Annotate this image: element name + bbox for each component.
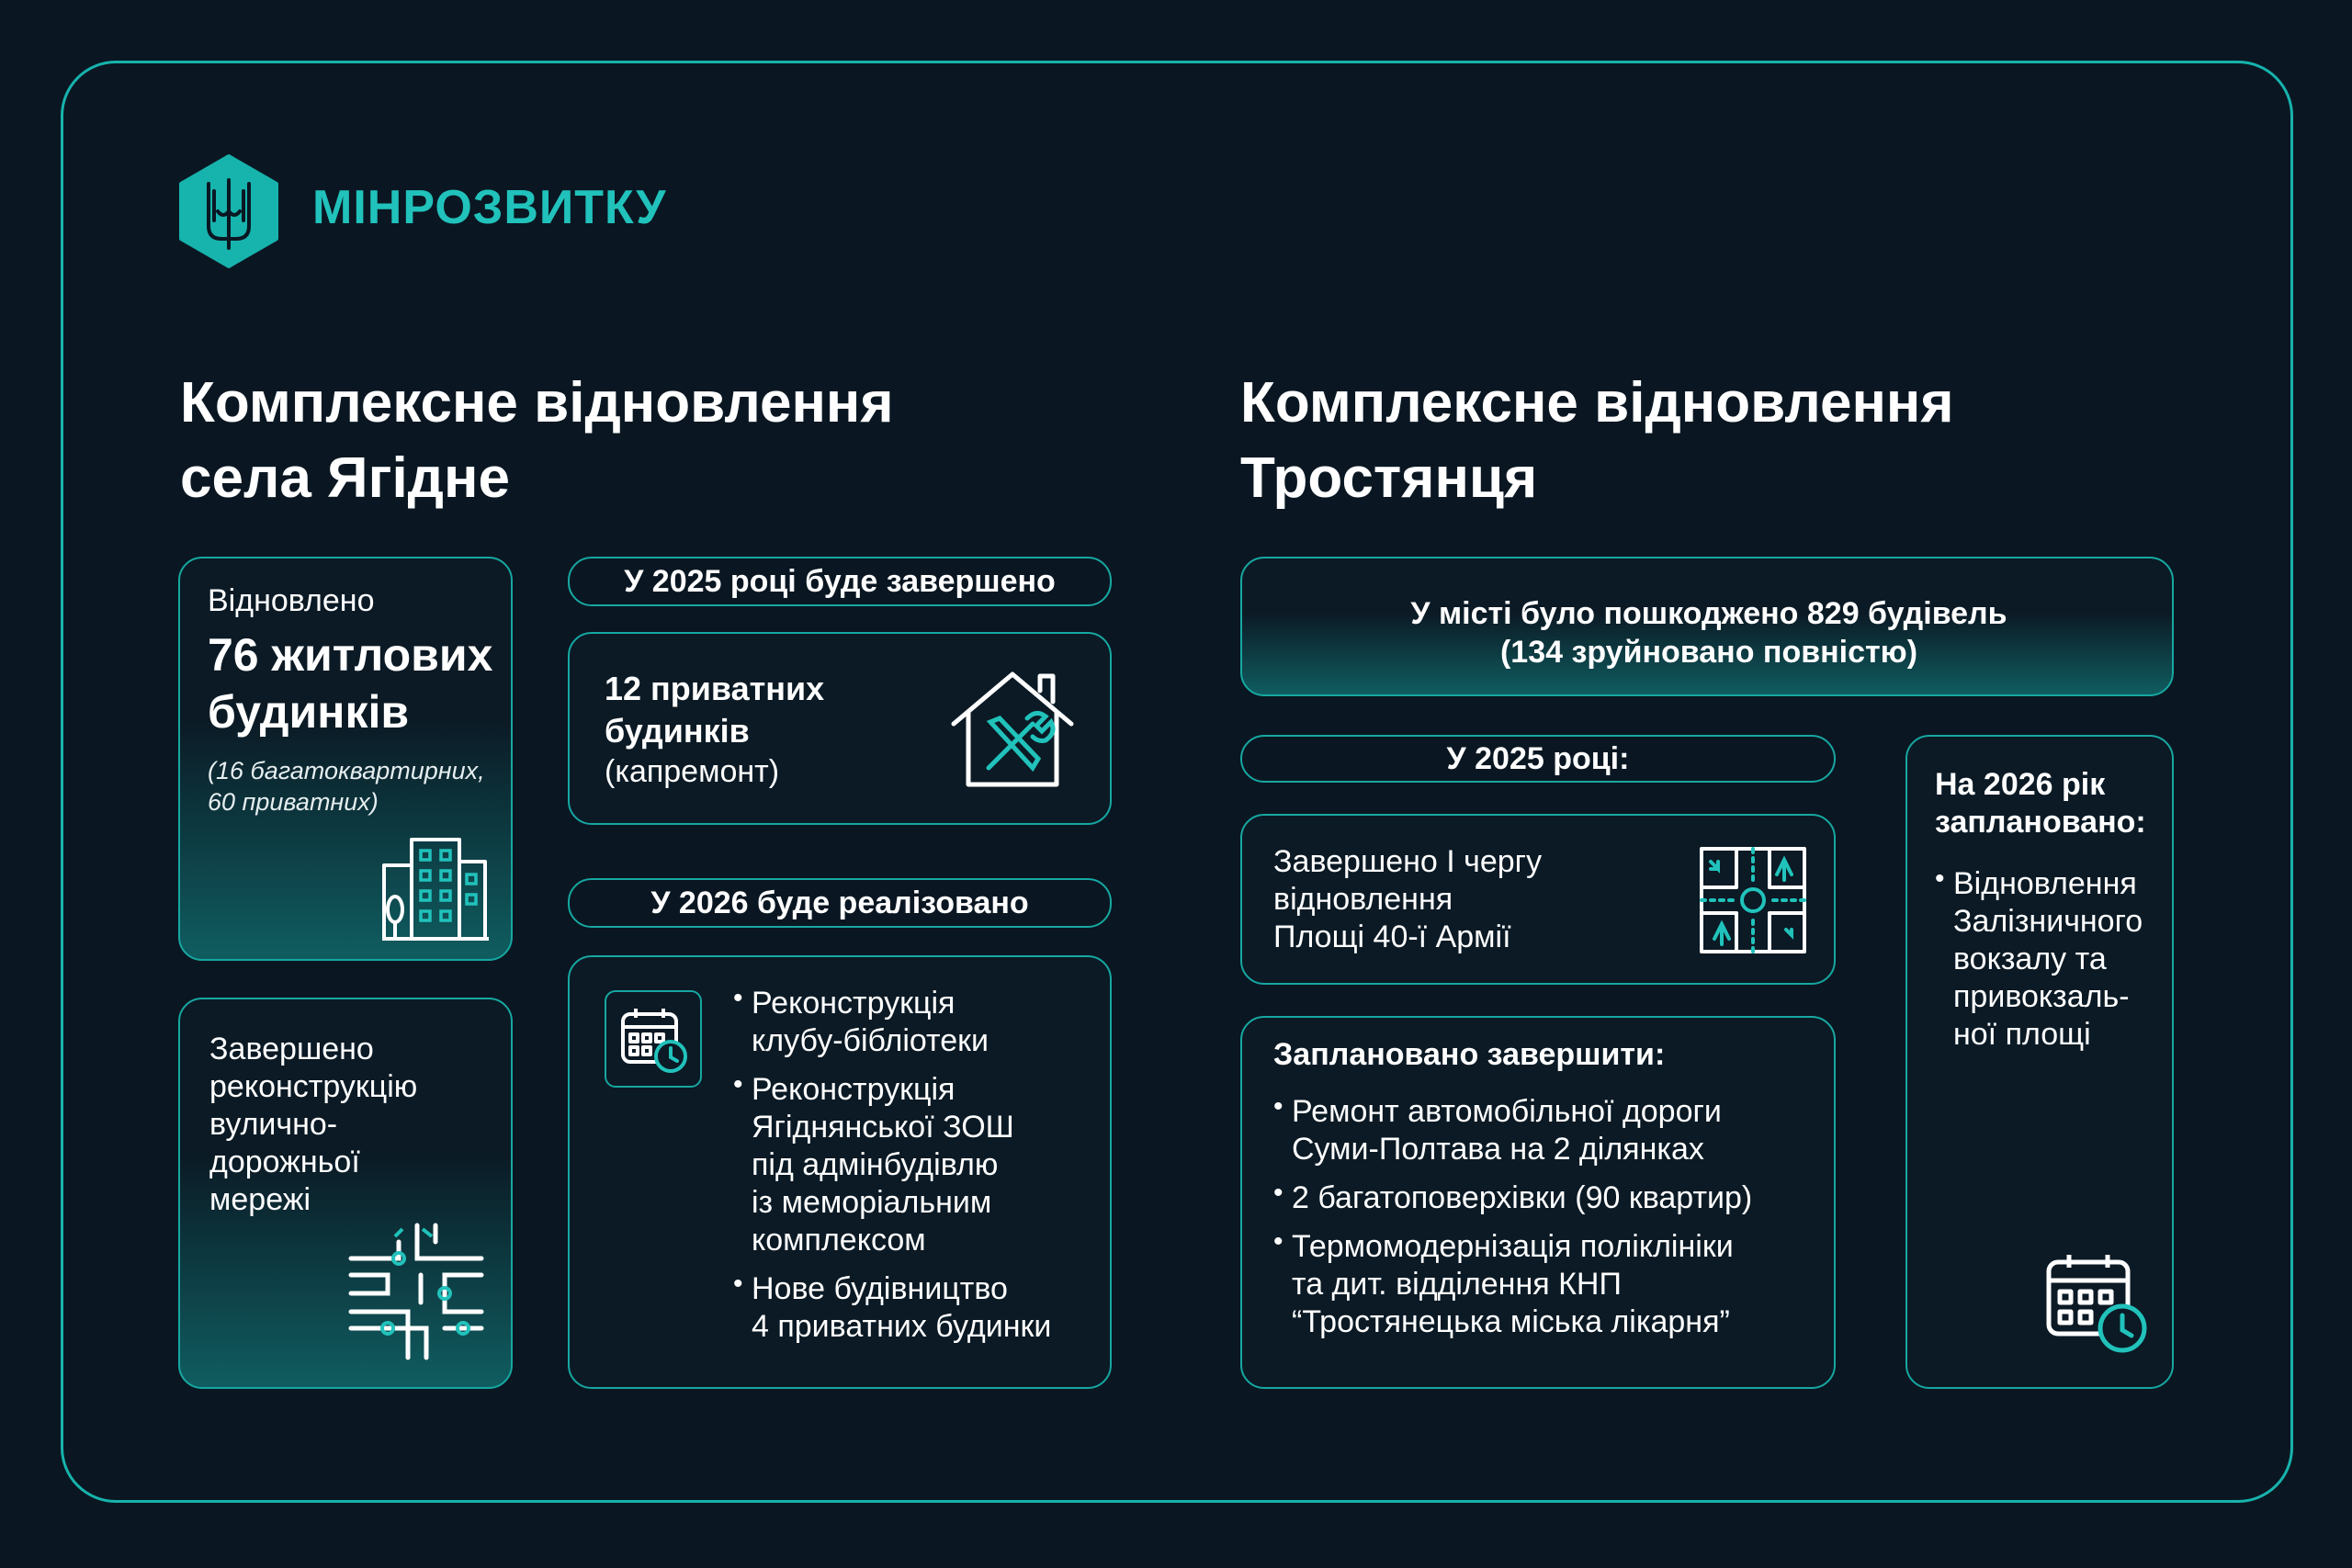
house-repair-icon: [948, 669, 1077, 790]
left-2026-pill: У 2026 буде реалізовано: [568, 878, 1112, 928]
roads-line1: Завершено: [209, 1032, 374, 1066]
restored-detail-line2: 60 приватних): [208, 788, 379, 816]
calendar-clock-icon: [2045, 1251, 2148, 1354]
roads-line3: вулично-: [209, 1107, 338, 1142]
planned-card: [1240, 1016, 1836, 1389]
left-2026-list: [733, 985, 1101, 1357]
square-line2: відновлення: [1273, 882, 1453, 917]
restored-label: Відновлено: [208, 583, 375, 618]
right-title-line2: Тростянця: [1240, 446, 1538, 510]
calendar-icon-box: [605, 990, 702, 1088]
brand-name: МІНРОЗВИТКУ: [312, 181, 667, 234]
list-item: • Відновлення Залізничного вокзалу та привокзаль- ної площі: [1935, 865, 2165, 1054]
roads-line4: дорожньої: [209, 1145, 360, 1179]
private-houses-card: [568, 632, 1112, 825]
damage-banner: [1240, 557, 2174, 696]
restored-houses-card: [178, 557, 513, 961]
right-2026-list: [1935, 865, 2165, 1065]
right-2025-pill: У 2025 році:: [1240, 735, 1836, 783]
left-title-line2: села Ягідне: [180, 446, 510, 510]
list-item: • 2 багатоповерхівки (90 квартир): [1273, 1179, 1825, 1217]
right-2026-card: [1905, 735, 2174, 1389]
right-section-title: [1240, 366, 1954, 516]
square-card: [1240, 814, 1836, 985]
left-2026-card: [568, 955, 1112, 1389]
restored-detail-line1: (16 багатоквартирних,: [208, 757, 485, 784]
right-2026-title-line2: заплановано:: [1935, 805, 2146, 840]
right-2026-title-line1: На 2026 рік: [1935, 767, 2106, 802]
left-section-title: [180, 366, 894, 516]
trident-logo-icon: [177, 154, 280, 268]
private-houses-line2: будинків: [605, 712, 750, 750]
private-houses-line3: (капремонт): [605, 754, 780, 789]
damage-line1: У місті було пошкоджено 829 будівель: [1410, 596, 2007, 631]
roads-line2: реконструкцію: [209, 1069, 418, 1104]
road-network-card: [178, 998, 513, 1389]
list-item: • Термомодернізація поліклініки та дит. відділення КНП “Тростянецька міська лікарня”: [1273, 1228, 1825, 1341]
restored-count-line1: 76 житлових: [208, 629, 493, 681]
apartment-building-icon: [380, 834, 491, 944]
list-item: • Реконструкція Ягіднянської ЗОШ під адмінбудівлю із меморіальним комплексом: [733, 1071, 1101, 1259]
square-line1: Завершено І чергу: [1273, 844, 1543, 879]
list-item: • Ремонт автомобільної дороги Суми-Полтава на 2 ділянках: [1273, 1093, 1825, 1168]
square-map-icon: [1700, 847, 1806, 953]
roads-line5: мережі: [209, 1182, 311, 1217]
calendar-clock-icon: [619, 1005, 689, 1075]
damage-line2: (134 зруйновано повністю): [1499, 635, 1918, 670]
list-item: • Реконструкція клубу-бібліотеки: [733, 985, 1101, 1060]
planned-title: Заплановано завершити:: [1273, 1037, 1666, 1072]
square-line3: Площі 40-ї Армії: [1273, 919, 1511, 954]
planned-list: [1273, 1093, 1825, 1352]
road-network-icon: [344, 1220, 491, 1367]
right-title-line1: Комплексне відновлення: [1240, 371, 1954, 434]
left-title-line1: Комплексне відновлення: [180, 371, 894, 434]
list-item: • Нове будівництво 4 приватних будинки: [733, 1270, 1101, 1346]
left-2025-pill: У 2025 році буде завершено: [568, 557, 1112, 606]
private-houses-line1: 12 приватних: [605, 670, 825, 707]
restored-count-line2: будинків: [208, 686, 410, 738]
